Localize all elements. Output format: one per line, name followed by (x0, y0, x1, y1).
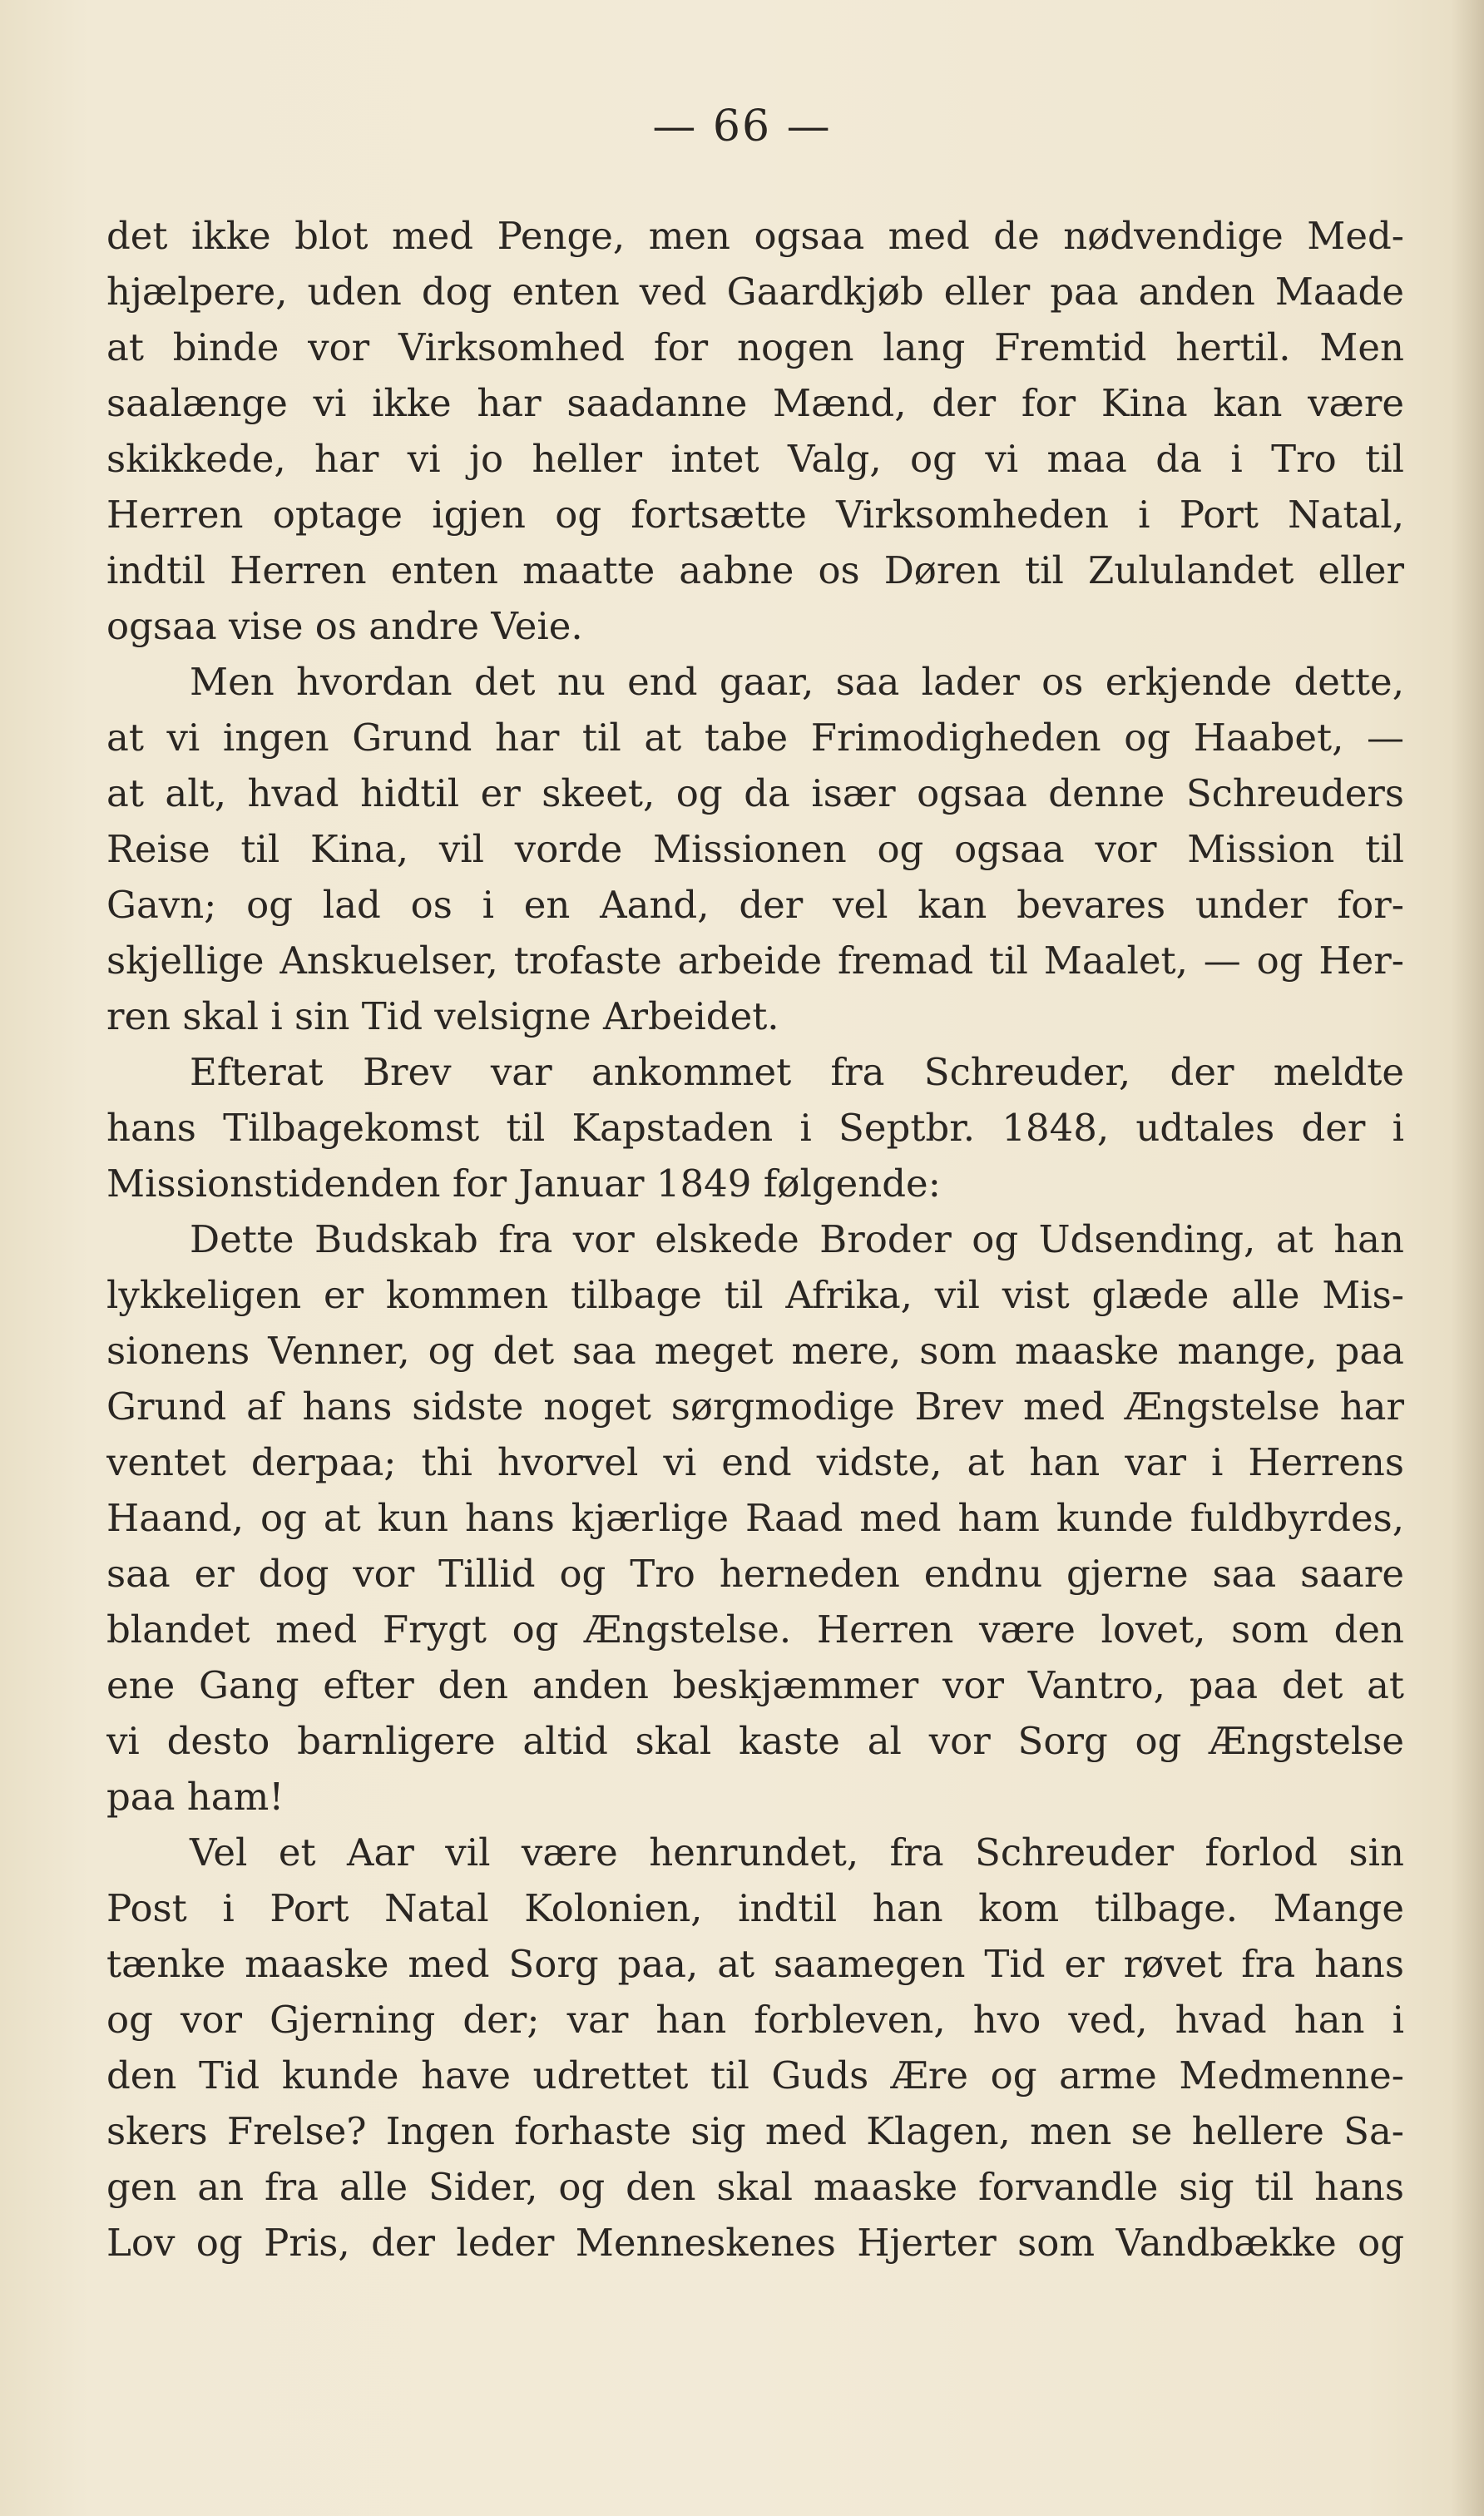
text-line: at alt, hvad hidtil er skeet, og da især ogsaa denne Schreuders (106, 771, 1404, 815)
text-line: det ikke blot med Penge, men ogsaa med de nødvendige Med- (106, 214, 1404, 258)
text-line: indtil Herren enten maatte aabne os Døren til Zululandet eller (106, 548, 1404, 592)
text-line: at vi ingen Grund har til at tabe Frimodigheden og Haabet, — (106, 716, 1404, 760)
text-line: Efterat Brev var ankommet fra Schreuder, der meldte (190, 1050, 1404, 1094)
text-line: Vel et Aar vil være henrundet, fra Schreuder forlod sin (190, 1830, 1404, 1875)
text-line: ogsaa vise os andre Veie. (106, 604, 583, 648)
text-line: saa er dog vor Tillid og Tro herneden endnu gjerne saa saare (106, 1552, 1404, 1596)
text-line: Lov og Pris, der leder Menneskenes Hjerter som Vandbække og (106, 2221, 1404, 2265)
text-line: hjælpere, uden dog enten ved Gaardkjøb eller paa anden Maade (106, 270, 1404, 314)
text-line: vi desto barnligere altid skal kaste al vor Sorg og Ængstelse (106, 1719, 1404, 1763)
text-line: lykkeligen er kommen tilbage til Afrika, vil vist glæde alle Mis- (106, 1273, 1404, 1317)
text-line: gen an fra alle Sider, og den skal maaske forvandle sig til hans (106, 2165, 1404, 2209)
text-line: ene Gang efter den anden beskjæmmer vor Vantro, paa det at (106, 1663, 1404, 1707)
text-line: at binde vor Virksomhed for nogen lang Fremtid hertil. Men (106, 325, 1404, 369)
text-line: Gavn; og lad os i en Aand, der vel kan bevares under for- (106, 883, 1404, 927)
text-line: Grund af hans sidste noget sørgmodige Brev med Ængstelse har (106, 1384, 1404, 1429)
text-line: Herren optage igjen og fortsætte Virksomheden i Port Natal, (106, 493, 1404, 537)
text-line: Missionstidenden for Januar 1849 følgende: (106, 1161, 941, 1206)
text-line: og vor Gjerning der; var han forbleven, hvo ved, hvad han i (106, 1998, 1404, 2042)
text-line: skjellige Anskuelser, trofaste arbeide fremad til Maalet, — og Her- (106, 939, 1404, 983)
text-line: Dette Budskab fra vor elskede Broder og Udsending, at han (190, 1217, 1404, 1261)
text-line: blandet med Frygt og Ængstelse. Herren være lovet, som den (106, 1607, 1404, 1652)
text-line: Men hvordan det nu end gaar, saa lader os erkjende dette, (190, 660, 1404, 704)
text-line: den Tid kunde have udrettet til Guds Ære og arme Medmenne- (106, 2053, 1404, 2097)
text-line: tænke maaske med Sorg paa, at saamegen Tid er røvet fra hans (106, 1942, 1404, 1986)
body-text (106, 208, 1404, 2271)
page-number: — 66 — (652, 102, 832, 151)
text-line: ventet derpaa; thi hvorvel vi end vidste, at han var i Herrens (106, 1440, 1404, 1484)
text-line: Reise til Kina, vil vorde Missionen og ogsaa vor Mission til (106, 827, 1404, 871)
text-line: sionens Venner, og det saa meget mere, som maaske mange, paa (106, 1329, 1404, 1373)
text-line: saalænge vi ikke har saadanne Mænd, der for Kina kan være (106, 381, 1404, 425)
text-line: ren skal i sin Tid velsigne Arbeidet. (106, 994, 779, 1038)
text-line: hans Tilbagekomst til Kapstaden i Septbr. 1848, udtales der i (106, 1106, 1404, 1150)
text-line: Post i Port Natal Kolonien, indtil han kom tilbage. Mange (106, 1886, 1404, 1930)
text-line: skers Frelse? Ingen forhaste sig med Klagen, men se hellere Sa- (106, 2109, 1404, 2153)
text-line: Haand, og at kun hans kjærlige Raad med ham kunde fuldbyrdes, (106, 1496, 1404, 1540)
text-line: skikkede, har vi jo heller intet Valg, og vi maa da i Tro til (106, 437, 1404, 481)
page-fold-shadow (1451, 0, 1484, 2516)
text-line: paa ham! (106, 1775, 284, 1819)
